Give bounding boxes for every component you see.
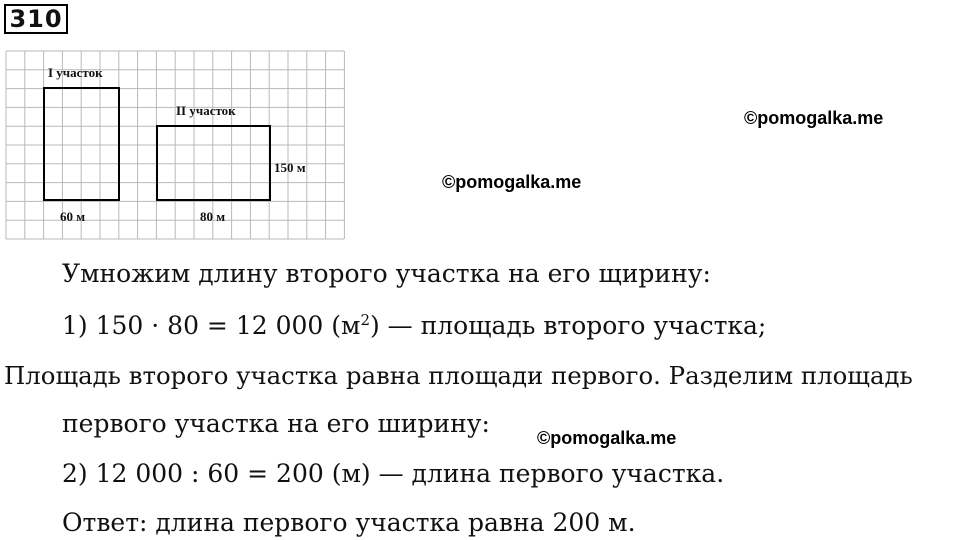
watermark-2: ©pomogalka.me <box>442 172 582 192</box>
plot1-label: I участок <box>48 65 103 80</box>
plot2-rectangle <box>157 126 270 200</box>
solution-line-5: 2) 12 000 : 60 = 200 (м) — длина первого участка. <box>62 459 725 488</box>
solution-line-2-superscript: 2 <box>360 311 370 329</box>
watermark-1: ©pomogalka.me <box>744 108 884 128</box>
plot1-width-label: 60 м <box>60 209 86 224</box>
plots-figure <box>4 50 348 242</box>
solution-line-2-main: 1) 150 · 80 = 12 000 (м <box>62 311 361 340</box>
plot2-length-label: 150 м <box>274 160 306 175</box>
solution-line-3: Площадь второго участка равна площади первого. Разделим площадь <box>4 361 913 390</box>
grid-diagram <box>4 50 348 242</box>
watermark-3: ©pomogalka.me <box>537 428 677 448</box>
plot2-label: II участок <box>176 103 236 118</box>
solution-line-4: первого участка на его ширину: <box>62 409 490 438</box>
solution-line-2-tail: ) — площадь второго участка; <box>369 311 767 340</box>
solution-line-2 <box>62 311 766 341</box>
problem-number: 310 <box>4 4 68 34</box>
plot2-width-label: 80 м <box>200 209 226 224</box>
solution-line-6: Ответ: длина первого участка равна 200 м. <box>62 508 636 537</box>
solution-line-1: Умножим длину второго участка на его щирину: <box>62 259 711 288</box>
